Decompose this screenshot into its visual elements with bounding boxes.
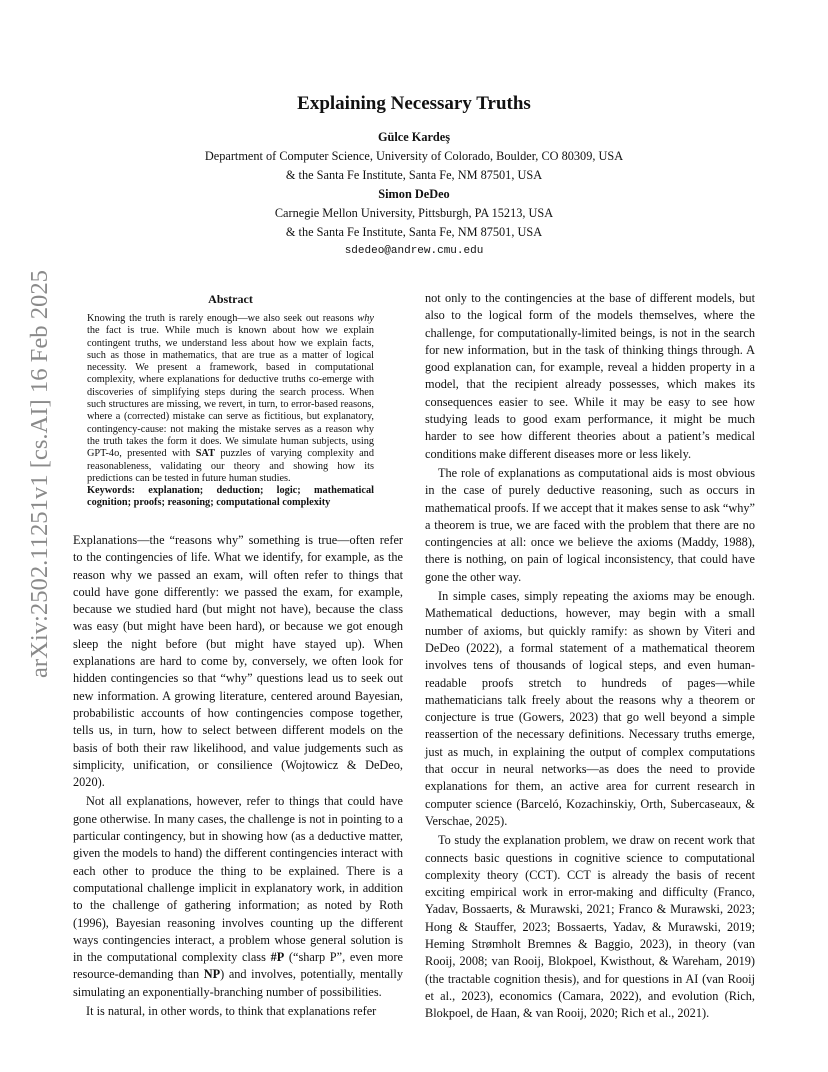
body-paragraph: To study the explanation problem, we draw on recent work that connects basic questions in cognitive science to computational complexity theory (CCT). CCT is already the basis of recent exciting empirical work in error-making and difficulty (Franco, Yadav, Bossaerts, & Murawski, 2021; Franco & Murawski, 2023; Hong & Stauffer, 2023; Bossaerts, Yadav, & Murawski, 2019; Heming Strømholt Bremnes & Baggio, 2023), in theory (van Rooij, 2008; van Rooij, Blokpoel, Kwisthout, & Wareham, 2019) (the tractable cognition thesis), and for questions in AI (van Rooij et al., 2023), economics (Camara, 2022), and evolution (Rich, Blokpoel, de Haan, & van Rooij, 2020; Rich et al., 2021).	[425, 833, 755, 1021]
abstract-text-italic: why	[357, 313, 374, 324]
body-paragraph: not only to the contingencies at the base of different models, but also to the logical form of the models themselves, where the challenge, for computationally-limited beings, is not in the search for new information, but in the task of thinking things through. A good explanation can, for example, reveal a hidden property in a model, that the recipient already possesses, which makes its consequences easier to see. While it may be easy to see how studying leads to good exam performance, it might be much harder to see how different theories about a patient’s medical conditions make different diseases more or less likely.	[425, 291, 755, 461]
author-name: Simon DeDeo	[378, 187, 450, 201]
author-affiliation: Department of Computer Science, University of Colorado, Boulder, CO 80309, USA	[204, 149, 624, 163]
body-paragraph: Explanations—the “reasons why” something is true—often refer to the contingencies of life. What we identify, for example, as the reason why we passed an exam, will often refer to things that could have gone differently: we passed the exam, for example, because we studied hard (but might not have), because the class was easy (but might have been hard), or because we got enough sleep the night before (but might have stayed up). When explanations are hard to come by, conversely, we often look for hidden contingencies so that “why” questions lead us to seek out new information. A growing literature, centered around Bayesian, probabilistic accounts of how contingencies compose together, tells us, in turn, how to select between different models on the basis of both their raw likelihood, and value judgements such as simplicity, unification, or consilience (Wojtowicz & DeDeo, 2020).	[73, 533, 403, 790]
author-affiliation: & the Santa Fe Institute, Santa Fe, NM 87501, USA	[285, 225, 543, 239]
author-name: Gülce Kardeş	[377, 130, 451, 144]
right-column	[425, 290, 755, 1024]
arxiv-stamp-svg	[20, 268, 56, 678]
abstract-heading: Abstract	[208, 292, 253, 306]
abstract-text-part: Knowing the truth is rarely enough—we also seek out reasons	[87, 313, 358, 324]
left-column	[73, 532, 403, 1022]
author-email: sdedeo@andrew.cmu.edu	[344, 245, 484, 257]
paper-title: Explaining Necessary Truths	[297, 93, 531, 114]
keywords: Keywords: explanation; deduction; logic; mathematical cognition; proofs; reasoning; computational complexity	[87, 485, 374, 509]
abstract	[87, 292, 374, 510]
author-affiliation: Carnegie Mellon University, Pittsburgh, PA 15213, USA	[274, 206, 554, 220]
body-paragraph	[73, 793, 403, 1001]
arxiv-id: arXiv:2502.11251v1 [cs.AI] 16 Feb 2025	[27, 280, 53, 678]
body-text-part: (“sharp P”, even more resource-demanding than	[73, 950, 403, 982]
body-paragraph: In simple cases, simply repeating the axioms may be enough. Mathematical deductions, however, may begin with a small number of axioms, but quickly ramify: as shown by Viteri and DeDeo (2022), a formal statement of a mathematical theorem involves tens of thousands of logical steps, and even human-readable proofs stretch to hundreds of pages—while mathematicians talk freely about the reasons why a theorem or conjecture is true (Gowers, 2023) that go well beyond a simple reassertion of the necessary definitions. Necessary truths emerge, just as much, in explaining the output of complex computations that occur in neural networks—as does the need to provide explanations for them, an active area for current research in computer science (Barceló, Kozachinskiy, Orth, Subercaseaux, & Verschae, 2025).	[425, 589, 755, 828]
arxiv-stamp	[20, 268, 56, 678]
author-block	[0, 128, 828, 261]
body-text-bold: NP	[203, 967, 221, 982]
body-text-part: ) and involves, potentially, mentally simulating an exponentially-branching number of possibilities.	[73, 967, 403, 999]
body-text-part: Not all explanations, however, refer to things that could have gone otherwise. In many cases, the challenge is not in pointing to a particular contingency, but in showing how (as a deductive matter, given the models to hand) the different contingencies interact with each other to produce the thing to be explained. There is a computational challenge implicit in explanatory work, in addition to the challenge of gathering information; as noted by Roth (1996), Bayesian reasoning involves counting up the different ways contingencies interact, a problem whose general solution is in the computational complexity class	[73, 794, 403, 965]
abstract-text	[87, 313, 374, 485]
abstract-text-part: puzzles of varying complexity and reasonableness, validating our theory and showing how its predictions can be tested in future human studies.	[87, 448, 374, 484]
abstract-text-bold: SAT	[195, 448, 215, 460]
author-affiliation: & the Santa Fe Institute, Santa Fe, NM 87501, USA	[285, 168, 543, 182]
body-paragraph: The role of explanations as computational aids is most obvious in the case of purely deductive reasoning, such as occurs in mathematical proofs. If we accept that it makes sense to ask “why” a theorem is true, we are faced with the problem that there are no contingencies at all: once we believe the axioms (Maddy, 1988), there is nothing, on pain of logical inconsistency, that could have gone the other way.	[425, 465, 755, 584]
body-text-bold: #P	[270, 950, 285, 965]
abstract-text-part: the fact is true. While much is known about how we explain contingent truths, we understand less about how we explain facts, such as those in mathematics, that are true as a matter of logical necessity. We present a framework, based in computational complexity, where explanations for deductive truths co-emerge with discoveries of simplifying steps during the search process. When such structures are missing, we revert, in turn, to error-based reasons, where a (corrected) mistake can serve as fictitious, but explanatory, contingency-cause: not making the mistake serves as a reason why the truth takes the form it does. We simulate human subjects, using GPT-4o, presented with	[87, 325, 374, 460]
body-paragraph: It is natural, in other words, to think that explanations refer	[86, 1004, 377, 1019]
